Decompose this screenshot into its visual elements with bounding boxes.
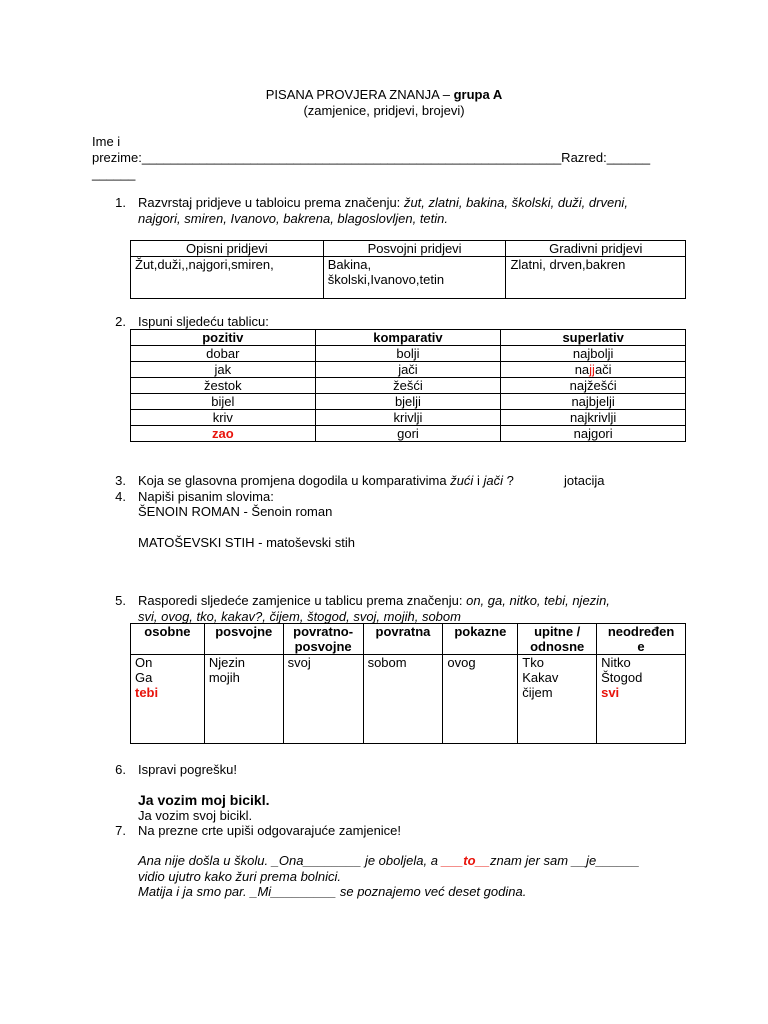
q1-cell-posvojni[interactable] — [323, 257, 506, 299]
q3-text-3: ? — [506, 473, 514, 488]
q7-answer-to: to — [463, 853, 476, 868]
q2-table — [130, 329, 686, 442]
title-text: PISANA PROVJERA ZNANJA – — [265, 87, 450, 102]
list-item: mojih — [208, 670, 240, 685]
table-cell: jak — [131, 362, 316, 378]
list-item: Kakav — [522, 670, 559, 685]
q1-table — [130, 240, 686, 299]
q3-answer[interactable]: jotacija — [564, 473, 605, 488]
table-cell: dobar — [131, 346, 316, 362]
q2-header-komparativ: komparativ — [315, 330, 501, 346]
q5-header-ne-1: neodređen — [607, 624, 675, 639]
table-cell[interactable]: jači — [315, 362, 501, 378]
q5-text-plain: Rasporedi sljedeće zamjenice u tablicu prema značenju: — [138, 593, 463, 608]
table-cell: najgori — [501, 426, 686, 442]
list-item: Njezin — [208, 655, 245, 670]
q5-header-upitne — [518, 624, 597, 655]
table-cell[interactable]: najbolji — [501, 346, 686, 362]
q7-line-2: vidio ujutro kako žuri prema bolnici. — [138, 869, 342, 884]
table-cell: bijel — [131, 394, 316, 410]
q7-number: 7. — [115, 823, 126, 838]
q4-text: Napiši pisanim slovima: — [138, 489, 274, 504]
q1-text — [138, 195, 628, 210]
najjaci-part-1: na — [574, 362, 590, 377]
q5-header-pokazne: pokazne — [443, 624, 518, 655]
table-cell[interactable]: žešći — [315, 378, 501, 394]
list-item: Štogod — [601, 670, 643, 685]
q7-blank-pre: ___ — [441, 853, 464, 868]
table-row — [131, 655, 686, 744]
q5-header-povratna: povratna — [363, 624, 443, 655]
q5-header-pp-1: povratno- — [293, 624, 354, 639]
q7-line-1-b: znam jer sam __je______ — [490, 853, 640, 868]
list-item-correction: svi — [601, 685, 620, 700]
name-label-1: Ime i — [92, 134, 121, 149]
q7-line-1-a: Ana nije došla u školu. _Ona________ je oboljela, a — [138, 853, 442, 868]
najjaci-correction: jj — [589, 362, 595, 377]
table-cell[interactable]: bjelji — [315, 394, 501, 410]
list-item: Tko — [522, 655, 544, 670]
q1-header-gradivni: Gradivni pridjevi — [506, 241, 686, 257]
q5-header-up-1: upitne / — [534, 624, 581, 639]
q2-header-pozitiv: pozitiv — [131, 330, 316, 346]
title-group: grupa A — [453, 87, 503, 102]
q1-number: 1. — [115, 195, 126, 210]
q5-header-osobne: osobne — [131, 624, 205, 655]
q3-text — [138, 473, 514, 488]
q5-cell-osobne[interactable] — [131, 655, 205, 744]
q5-cell-povratno-posvojne[interactable] — [283, 655, 363, 744]
table-cell-najjaci[interactable] — [501, 362, 686, 378]
q4-line-2[interactable]: MATOŠEVSKI STIH - matoševski stih — [138, 535, 355, 550]
list-item: sobom — [367, 655, 407, 670]
list-item: Ga — [135, 670, 153, 685]
table-row — [131, 426, 686, 442]
table-row — [131, 346, 686, 362]
q5-cell-povratna[interactable] — [363, 655, 443, 744]
q5-header-ne-2: e — [637, 639, 645, 654]
q7-blank-post: __ — [475, 853, 491, 868]
q1-cell-opisni[interactable]: Žut,duži,,najgori,smiren, — [131, 257, 324, 299]
q7-line-1[interactable] — [138, 853, 640, 868]
q2-number: 2. — [115, 314, 126, 329]
table-row — [131, 410, 686, 426]
list-item: Nitko — [601, 655, 631, 670]
table-cell-zao[interactable]: zao — [131, 426, 316, 442]
q5-table — [130, 623, 686, 744]
name-field-line-cont[interactable]: ______ — [92, 166, 136, 181]
page-title — [0, 87, 768, 102]
q4-line-1[interactable]: ŠENOIN ROMAN - Šenoin roman — [138, 504, 333, 519]
list-item: ovog — [447, 655, 476, 670]
table-cell[interactable]: najkrivlji — [501, 410, 686, 426]
table-cell[interactable]: najbjelji — [501, 394, 686, 410]
q1-text-plain: Razvrstaj pridjeve u tabloicu prema značenju: — [138, 195, 401, 210]
table-row — [131, 378, 686, 394]
q5-header-posvojne: posvojne — [204, 624, 283, 655]
q7-line-3[interactable]: Matija i ja smo par. _Mi_________ se poznajemo već deset godina. — [138, 884, 527, 899]
q5-cell-upitne[interactable] — [518, 655, 597, 744]
list-item: On — [135, 655, 153, 670]
q1-posvojni-line-1: Bakina, — [327, 257, 372, 272]
q3-text-2: i — [476, 473, 480, 488]
list-item: svoj — [287, 655, 311, 670]
q5-number: 5. — [115, 593, 126, 608]
q2-text: Ispuni sljedeću tablicu: — [138, 314, 269, 329]
q5-text — [138, 593, 610, 608]
q1-cell-gradivni[interactable]: Zlatni, drven,bakren — [506, 257, 686, 299]
list-item: čijem — [522, 685, 553, 700]
list-item-correction: tebi — [135, 685, 159, 700]
najjaci-part-3: ači — [594, 362, 612, 377]
name-field-line[interactable]: prezime:__________________________________________________________Razred:______ — [92, 150, 651, 165]
q3-number: 3. — [115, 473, 126, 488]
q4-number: 4. — [115, 489, 126, 504]
q5-text-italic-2: svi, ovog, tko, kakav?, čijem, štogod, svoj, mojih, sobom — [138, 609, 461, 624]
q5-cell-pokazne[interactable] — [443, 655, 518, 744]
q1-text-italic-1: žut, zlatni, bakina, školski, duži, drveni, — [403, 195, 628, 210]
q5-header-povratno-posvojne — [283, 624, 363, 655]
q2-header-superlativ: superlativ — [501, 330, 686, 346]
q5-text-italic-1: on, ga, nitko, tebi, njezin, — [466, 593, 610, 608]
table-cell[interactable]: najžešći — [501, 378, 686, 394]
table-cell: žestok — [131, 378, 316, 394]
q5-cell-posvojne[interactable] — [204, 655, 283, 744]
table-row — [131, 362, 686, 378]
q3-word-1: žući — [450, 473, 474, 488]
q1-header-opisni: Opisni pridjevi — [131, 241, 324, 257]
table-cell: gori — [315, 426, 501, 442]
q6-text: Ispravi pogrešku! — [138, 762, 237, 777]
q1-header-posvojni: Posvojni pridjevi — [323, 241, 506, 257]
page-subtitle: (zamjenice, pridjevi, brojevi) — [303, 103, 465, 118]
q1-posvojni-line-2: školski,Ivanovo,tetin — [327, 272, 445, 287]
table-cell[interactable]: bolji — [315, 346, 501, 362]
q5-cell-neodredjene[interactable] — [597, 655, 686, 744]
q5-header-pp-2: posvojne — [294, 639, 352, 654]
q5-header-neodredjene — [597, 624, 686, 655]
q1-text-italic-2: najgori, smiren, Ivanovo, bakrena, blagoslovljen, tetin. — [138, 211, 449, 226]
q7-text: Na prezne crte upiši odgovarajuće zamjenice! — [138, 823, 402, 838]
q3-text-1: Koja se glasovna promjena dogodila u komparativima — [138, 473, 447, 488]
table-cell: kriv — [131, 410, 316, 426]
q6-sentence-correct[interactable]: Ja vozim svoj bicikl. — [138, 808, 253, 823]
q6-sentence-wrong: Ja vozim moj bicikl. — [138, 792, 270, 808]
table-cell[interactable]: krivlji — [315, 410, 501, 426]
q5-header-up-2: odnosne — [530, 639, 585, 654]
table-row — [131, 394, 686, 410]
q6-number: 6. — [115, 762, 126, 777]
q3-word-2: jači — [483, 473, 503, 488]
